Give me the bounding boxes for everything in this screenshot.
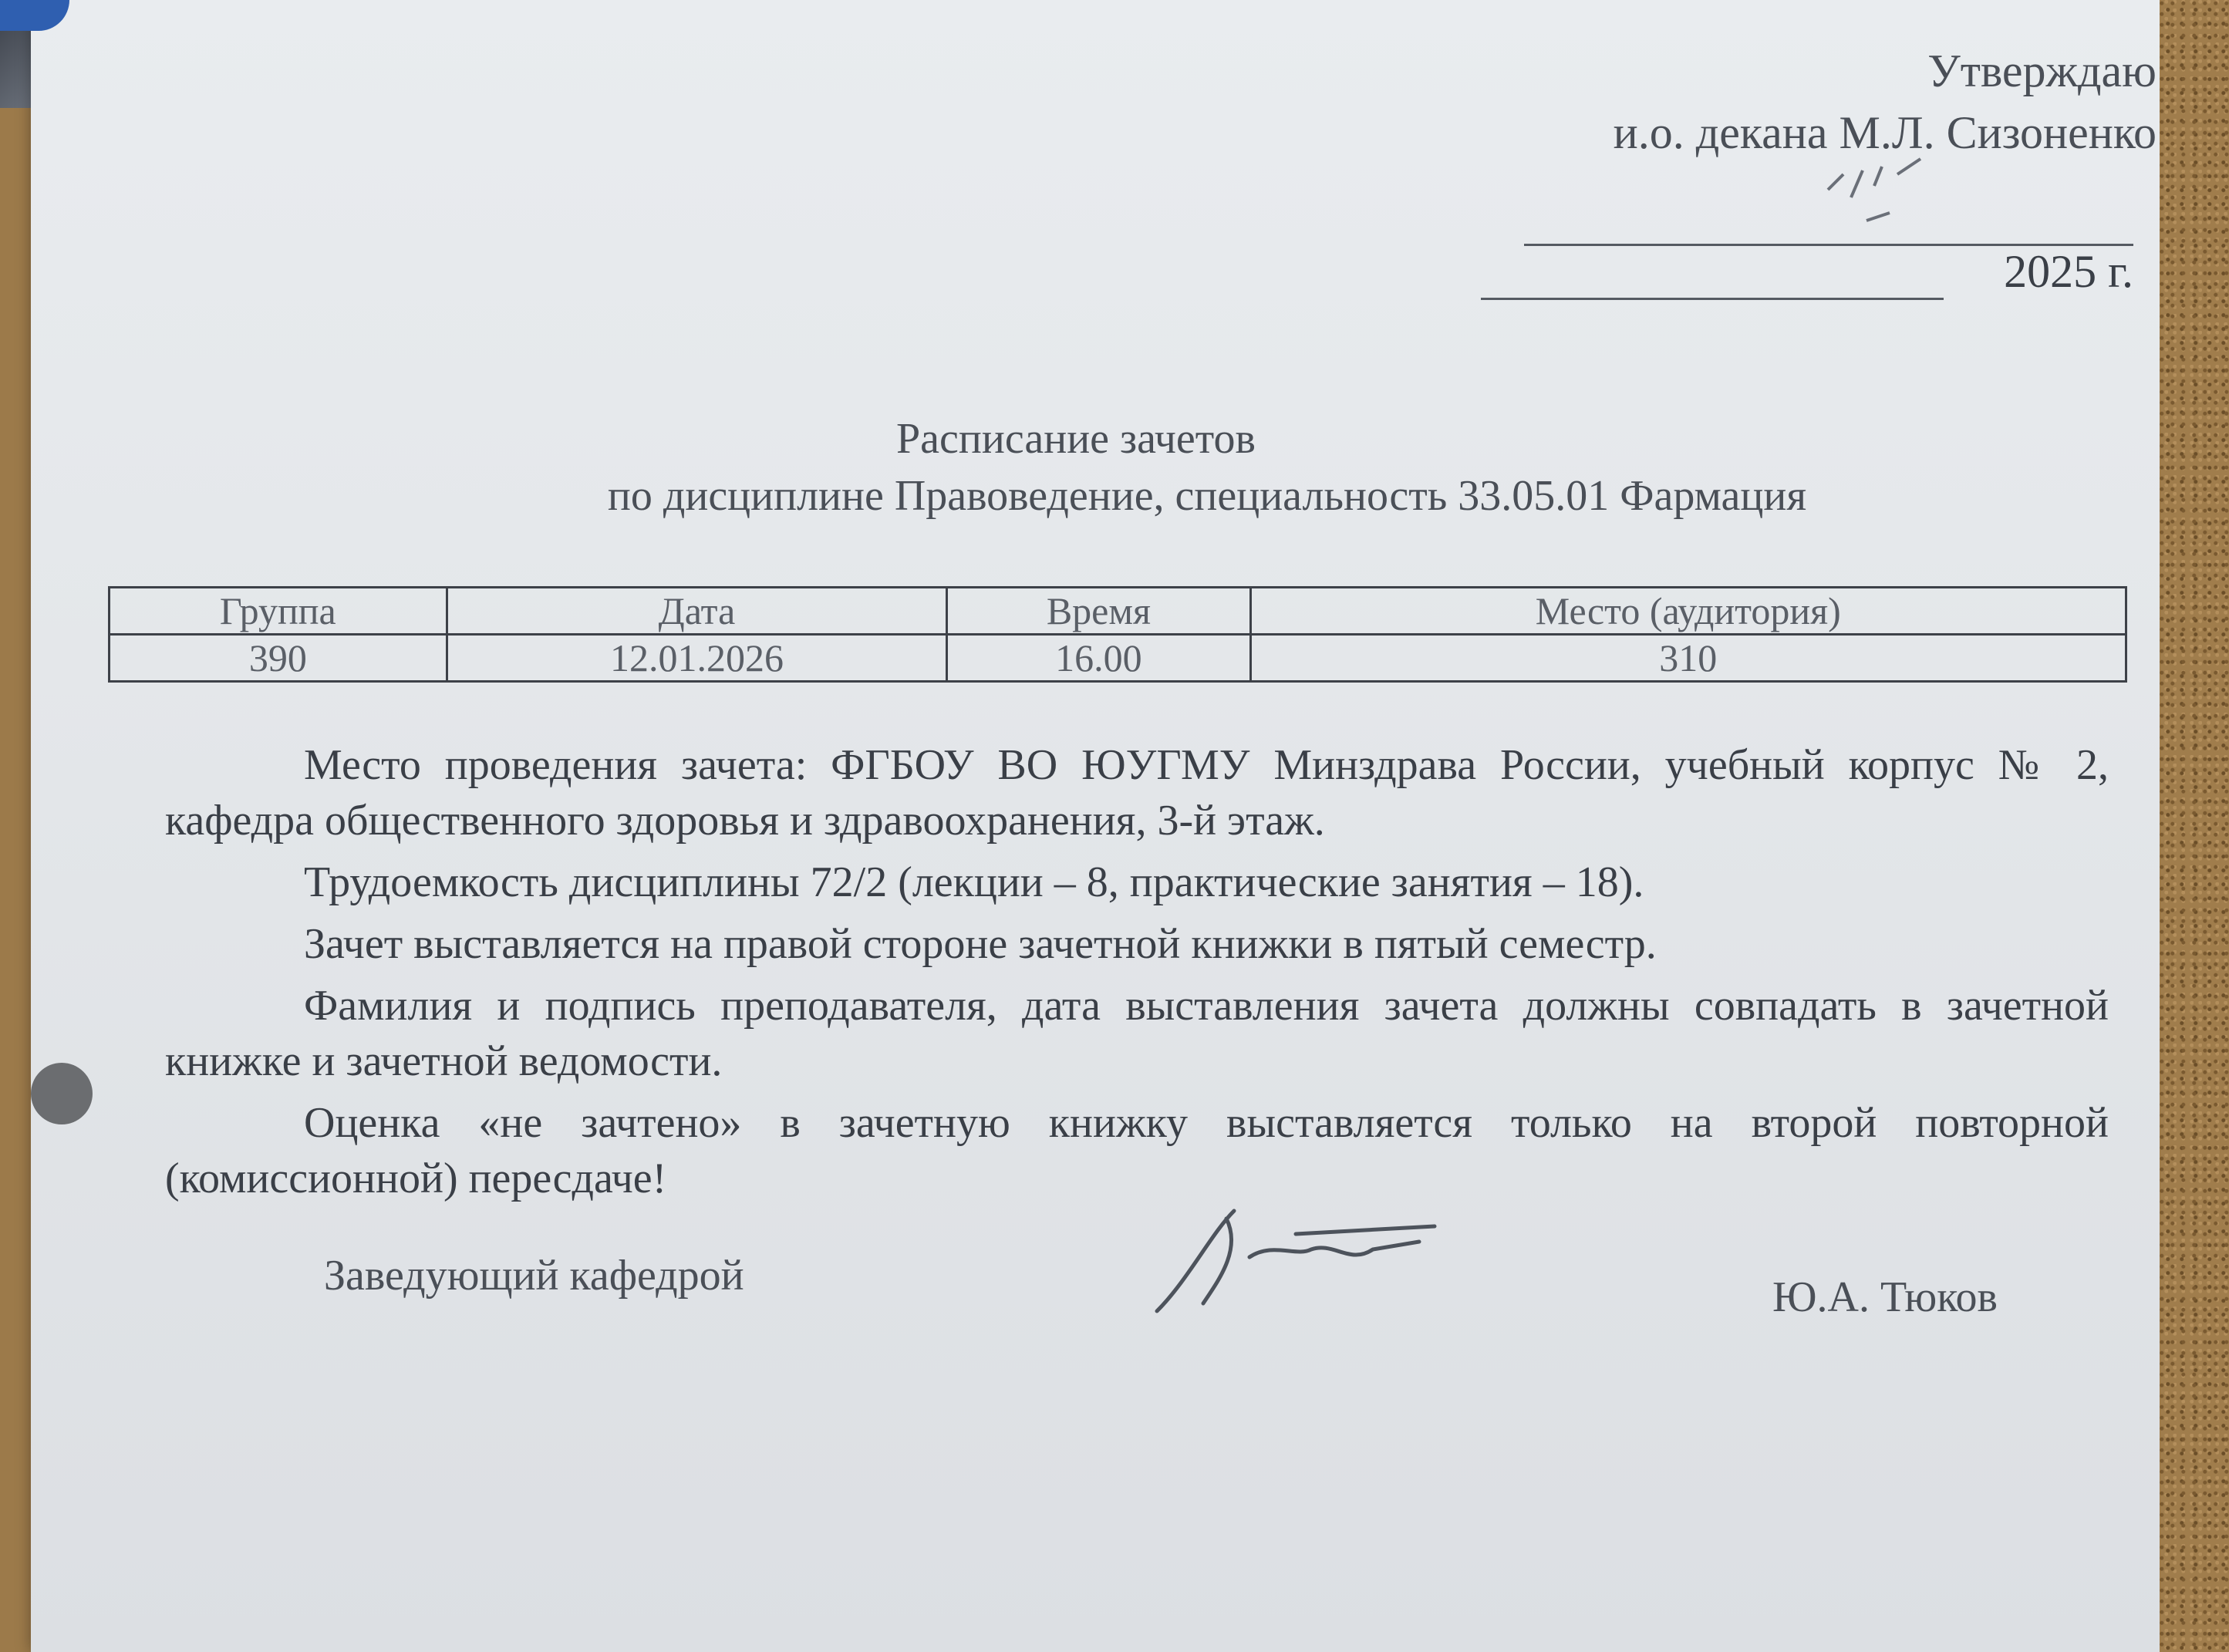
header-room: Место (аудитория) (1250, 588, 2126, 635)
paragraph-workload: Трудоемкость дисциплины 72/2 (лекции – 8, практические занятия – 18). (304, 858, 1644, 906)
document-title (0, 410, 2229, 524)
header-group: Группа (110, 588, 447, 635)
approval-label: Утверждаю (1927, 46, 2156, 96)
cell-group: 390 (110, 635, 447, 682)
cell-date: 12.01.2026 (447, 635, 947, 682)
title-line-1: Расписание зачетов (896, 415, 1256, 463)
document-body (165, 737, 2109, 1212)
approver-name: и.о. декана М.Л. Сизоненко (1613, 107, 2156, 158)
approval-year-line (1481, 298, 1944, 300)
punch-hole (31, 1063, 93, 1124)
title-line-2: по дисциплине Правоведение, специальность 33.05.01 Фармация (607, 472, 1807, 520)
table-header-row (110, 588, 2126, 635)
signoff-position: Заведующий кафедрой (324, 1252, 744, 1300)
paragraph-record: Зачет выставляется на правой стороне зачетной книжки в пятый семестр. (304, 920, 1657, 968)
schedule-table (108, 586, 2127, 683)
signoff-name: Ю.А. Тюков (1772, 1273, 1998, 1321)
paragraph-location: Место проведения зачета: ФГБОУ ВО ЮУГМУ Минздрава России, учебный корпус № 2, кафедра общественного здоровья и здравоохранения, 3-й этаж. (165, 741, 2109, 845)
table-row (110, 635, 2126, 682)
cell-room: 310 (1250, 635, 2126, 682)
header-time: Время (947, 588, 1250, 635)
header-date: Дата (447, 588, 947, 635)
approval-year: 2025 г. (2004, 246, 2133, 297)
paragraph-grade-rule: Оценка «не зачтено» в зачетную книжку выставляется только на второй повторной (комиссионной) пересдаче! (165, 1099, 2109, 1202)
cork-board (2160, 0, 2229, 1652)
head-signature (1141, 1188, 1450, 1327)
cell-time: 16.00 (947, 635, 1250, 682)
approver-signature-marks (1820, 143, 1944, 228)
approval-block (1462, 40, 2156, 164)
paragraph-signature-rule: Фамилия и подпись преподавателя, дата выставления зачета должны совпадать в зачетной книжке и зачетной ведомости. (165, 982, 2109, 1085)
